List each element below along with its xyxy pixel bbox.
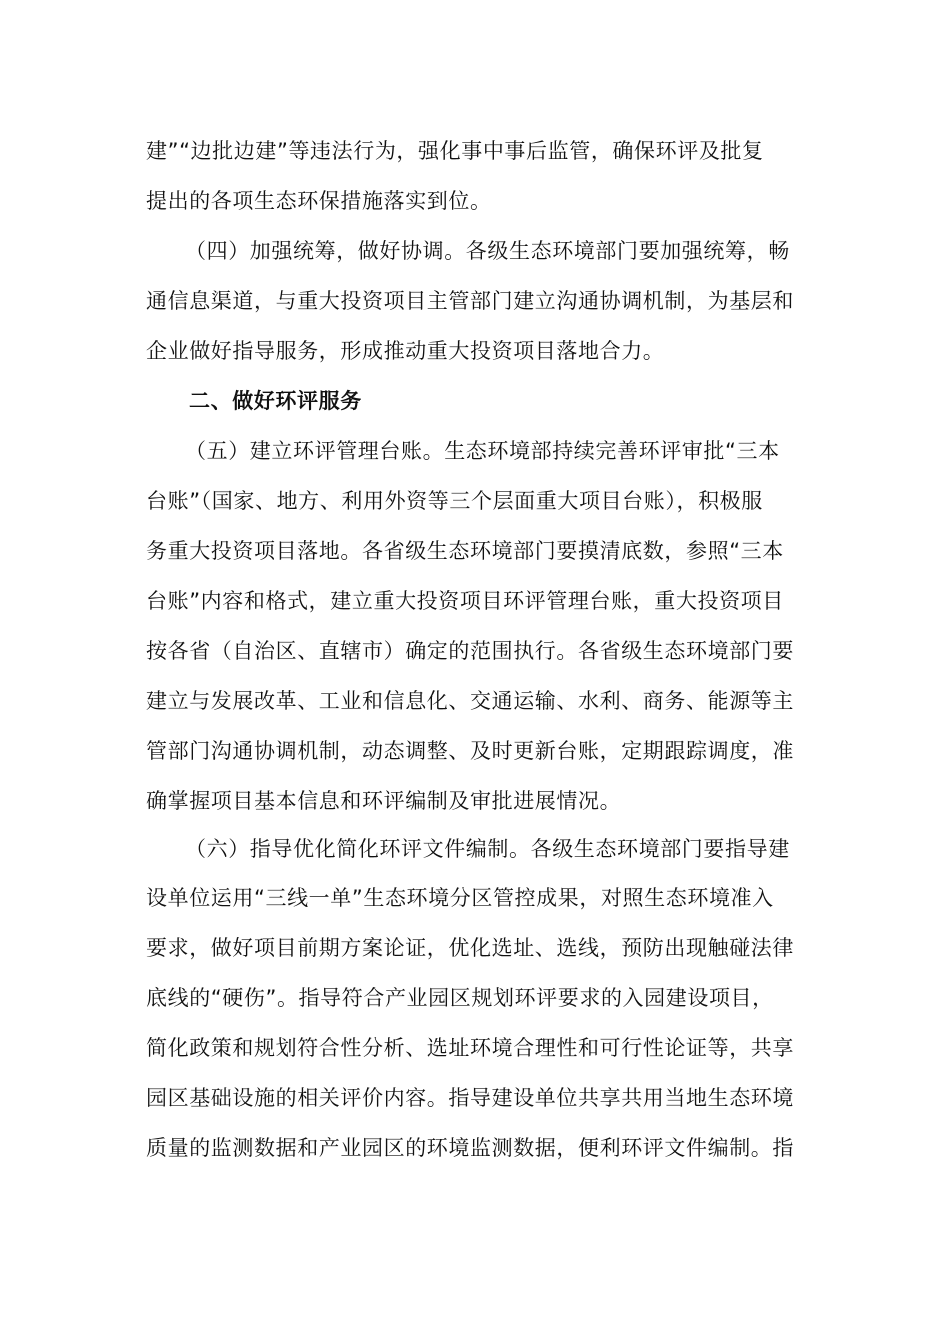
text-line-17: 要求，做好项目前期方案论证，优化选址、选线，预防出现触碰法律 (146, 936, 794, 960)
section-heading: 二、做好环评服务 (189, 389, 362, 413)
text-line-9: 务重大投资项目落地。各省级生态环境部门要摸清底数，参照“三本 (146, 539, 784, 563)
text-line-16: 设单位运用“三线一单”生态环境分区管控成果，对照生态环境准入 (146, 886, 774, 910)
text-line-15: （六）指导优化简化环评文件编制。各级生态环境部门要指导建 (185, 837, 790, 861)
text-line-8: 台账”（国家、地方、利用外资等三个层面重大项目台账），积极服 (146, 489, 763, 513)
text-line-18: 底线的“硬伤”。指导符合产业园区规划环评要求的入园建设项目， (146, 986, 774, 1010)
text-line-14: 确掌握项目基本信息和环评编制及审批进展情况。 (146, 789, 622, 813)
text-line-5: 企业做好指导服务，形成推动重大投资项目落地合力。 (146, 339, 665, 363)
text-line-3: （四）加强统筹，做好协调。各级生态环境部门要加强统筹，畅 (185, 239, 790, 263)
text-line-19: 简化政策和规划符合性分析、选址环境合理性和可行性论证等，共享 (146, 1036, 794, 1060)
text-line-13: 管部门沟通协调机制，动态调整、及时更新台账，定期跟踪调度，准 (146, 739, 794, 763)
text-line-21: 质量的监测数据和产业园区的环境监测数据，便利环评文件编制。指 (146, 1136, 794, 1160)
text-line-20: 园区基础设施的相关评价内容。指导建设单位共享共用当地生态环境 (146, 1086, 794, 1110)
text-line-4: 通信息渠道，与重大投资项目主管部门建立沟通协调机制，为基层和 (146, 289, 794, 313)
text-line-1: 建”“边批边建”等违法行为，强化事中事后监管，确保环评及批复 (146, 139, 764, 163)
text-line-2: 提出的各项生态环保措施落实到位。 (146, 189, 492, 213)
text-line-7: （五）建立环评管理台账。生态环境部持续完善环评审批“三本 (185, 439, 780, 463)
text-line-10: 台账”内容和格式，建立重大投资项目环评管理台账，重大投资项目 (146, 589, 784, 613)
text-line-12: 建立与发展改革、工业和信息化、交通运输、水利、商务、能源等主 (146, 689, 794, 713)
text-line-11: 按各省（自治区、直辖市）确定的范围执行。各省级生态环境部门要 (146, 639, 794, 663)
